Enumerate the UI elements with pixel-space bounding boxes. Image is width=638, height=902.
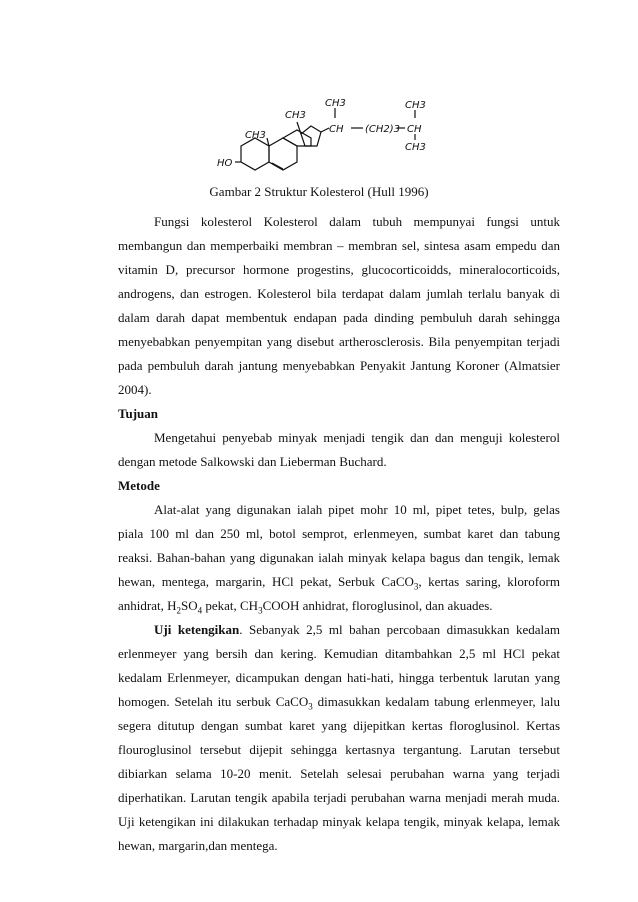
text-fragment: pekat, CH <box>202 598 259 613</box>
label-ch-chain: CH <box>329 124 344 135</box>
subscript: 4 <box>197 605 203 616</box>
subscript: 2 <box>176 605 181 616</box>
label-ch3-left: CH3 <box>245 130 266 141</box>
paragraph-line: androgens, dan estrogen. Kolesterol bila terdapat dalam jumlah terlalu banyak di <box>118 286 560 301</box>
ring-a <box>241 138 269 170</box>
paragraph-line: erlenmeyer yang bersih dan kering. Kemudian ditambahkan 2,5 ml HCl pekat <box>118 646 560 661</box>
paragraph-line: membangun dan memperbaiki membran – membran sel, sintesa asam empedu dan <box>118 238 560 253</box>
label-ch3-middle: CH3 <box>285 110 306 121</box>
paragraph-line: kedalam Erlenmeyer, dicampukan dengan hati-hati, hingga terbentuk larutan yang <box>118 670 560 685</box>
text-fragment: . Sebanyak 2,5 ml bahan percobaan dimasukkan kedalam <box>239 622 560 637</box>
text-fragment: COOH anhidrat, floroglusinol, dan akuades. <box>262 598 493 613</box>
label-ch3-end-top: CH3 <box>405 100 426 111</box>
document-body <box>118 210 560 858</box>
text-fragment: homogen. Setelah itu serbuk CaCO <box>118 694 309 709</box>
side-chain-bond <box>321 128 329 132</box>
label-ch3-chain: CH3 <box>325 98 346 109</box>
label-ch-end: CH <box>407 124 422 135</box>
text-fragment: hewan, mentega, margarin, HCl pekat, Serbuk CaCO <box>118 574 414 589</box>
paragraph-line: menyebabkan penyempitan yang disebut artherosclerosis. Bila penyempitan terjadi <box>118 334 560 349</box>
paragraph-line: piala 100 ml dan 250 ml, botol semprot, erlenmeyen, sumbat karet dan tabung <box>118 526 560 541</box>
text-fragment: SO <box>180 598 198 613</box>
paragraph-line: 2004). <box>118 382 152 397</box>
paragraph-line: reaksi. Bahan-bahan yang digunakan ialah minyak kelapa bagus dan tengik, lemak <box>118 550 560 565</box>
paragraph-line <box>118 618 560 642</box>
ring-c <box>283 130 311 146</box>
label-ho: HO <box>217 158 233 169</box>
subscript: 3 <box>258 605 263 616</box>
paragraph-line: vitamin D, precursor hormone progestins, glucocorticoidds, mineralocorticoids, <box>118 262 560 277</box>
paragraph-line: Mengetahui penyebab minyak menjadi tengik dan dan menguji kolesterol <box>154 430 560 445</box>
paragraph-line: Fungsi kolesterol Kolesterol dalam tubuh mempunyai fungsi untuk <box>154 214 560 229</box>
heading-tujuan: Tujuan <box>118 406 158 421</box>
paragraph-line <box>118 594 560 618</box>
label-ch3-end-bottom: CH3 <box>405 142 426 153</box>
text-fragment: anhidrat, H <box>118 598 177 613</box>
paragraph-line: flouroglusinol tersebut dijepit sehingga kertasnya tergantung. Larutan tersebut <box>118 742 560 757</box>
heading-metode: Metode <box>118 478 160 493</box>
paragraph-line: dengan metode Salkowski dan Lieberman Buchard. <box>118 454 387 469</box>
figure-caption: Gambar 2 Struktur Kolesterol (Hull 1996) <box>209 184 429 199</box>
paragraph-line <box>118 570 560 594</box>
paragraph-line: dibiarkan selama 10-20 menit. Setelah selesai perubahan warna yang terjadi <box>118 766 560 781</box>
paragraph-line: diperhatikan. Larutan tengik apabila terjadi perubahan warna menjadi merah muda. <box>118 790 560 805</box>
paragraph-line: segera ditutup dengan sumbat karet yang dijepitkan kertas floroglusinol. Kertas <box>118 718 560 733</box>
subscript: 3 <box>413 581 419 592</box>
uji-title: Uji ketengikan <box>154 622 240 637</box>
cholesterol-structure-figure <box>205 88 445 178</box>
paragraph-line: Uji ketengikan ini dilakukan terhadap minyak kelapa tengik, minyak kelapa, lemak <box>118 814 560 829</box>
paragraph-line: dalam darah dapat membentuk endapan pada dinding pembuluh darah sehingga <box>118 310 560 325</box>
paragraph-line <box>118 690 560 714</box>
paragraph-line: pada pembuluh darah jantung menyebabkan Penyakit Jantung Koroner (Almatsier <box>118 358 560 373</box>
subscript: 3 <box>308 701 313 712</box>
double-bond <box>272 163 283 169</box>
paragraph-line: hewan, margarin,dan mentega. <box>118 838 278 853</box>
paragraph-line: Alat-alat yang digunakan ialah pipet mohr 10 ml, pipet tetes, bulp, gelas <box>154 502 560 517</box>
label-chain-group: (CH2)3 <box>365 124 401 135</box>
methyl-bond-2 <box>297 122 301 134</box>
text-fragment: dimasukkan kedalam tabung erlenmeyer, lalu <box>312 694 560 709</box>
text-fragment: , kertas saring, kloroform <box>418 574 560 589</box>
ring-b <box>269 138 297 170</box>
